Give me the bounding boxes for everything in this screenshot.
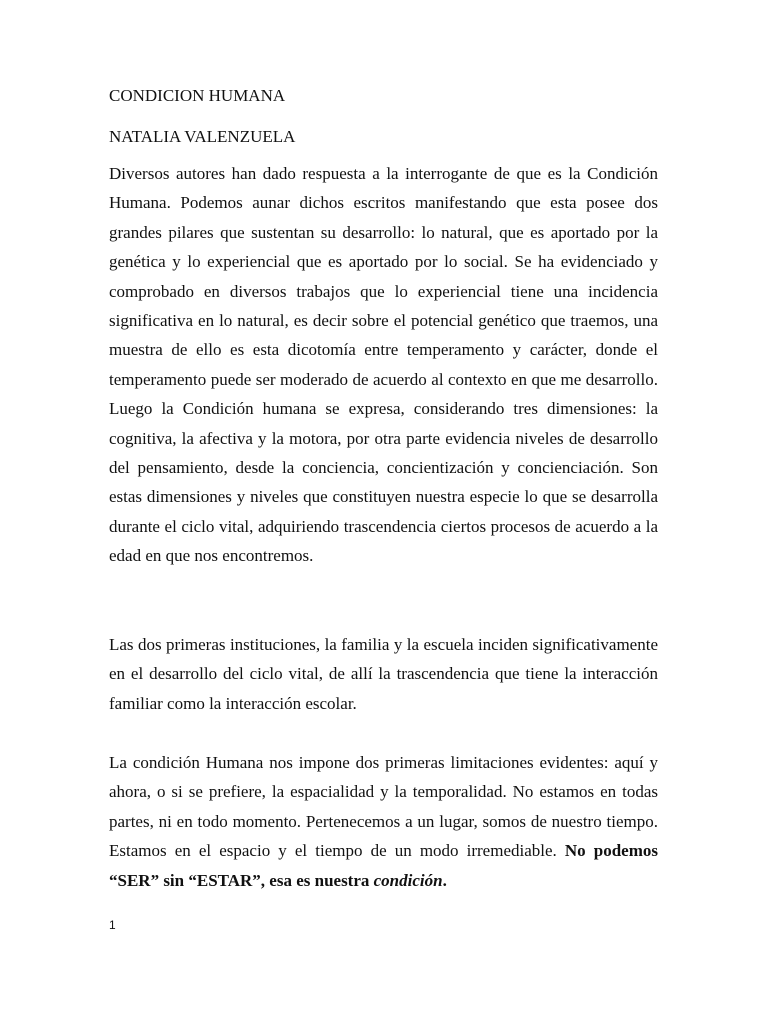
- document-author: NATALIA VALENZUELA: [109, 127, 296, 146]
- paragraph-3-period: .: [442, 870, 447, 890]
- paragraph-3-text: La condición Humana nos impone dos primeras limitaciones evidentes: aquí y ahora, o si se prefiere, la espacialidad y la temporalidad. No estamos en todas partes, ni en todo momento. Pertenecemos a un lugar, somos de nuestro tiempo. Estamos en el espacio y el tiempo de un modo irremediable.: [109, 753, 658, 861]
- paragraph-3: [109, 748, 658, 895]
- paragraph-3-bold-statement: No podemos “SER” sin “ESTAR”, esa es nuestra: [109, 841, 658, 890]
- paragraph-3-emphasis: condición: [373, 870, 443, 890]
- paragraph-2: Las dos primeras instituciones, la familia y la escuela inciden significativamente en el desarrollo del ciclo vital, de allí la trascendencia que tiene la interacción familiar como la interacción escolar.: [109, 635, 658, 713]
- document-title: CONDICION HUMANA: [109, 86, 286, 105]
- page-number: 1: [109, 918, 116, 932]
- paragraph-1: Diversos autores han dado respuesta a la interrogante de que es la Condición Humana. Podemos aunar dichos escritos manifestando que esta posee dos grandes pilares que sustentan su desarrollo: lo natural, que es aportado por la genética y lo experiencial que es aportado por lo social. Se ha evidenciado y comprobado en diversos trabajos que lo experiencial tiene una incidencia significativa en lo natural, es decir sobre el potencial genético que traemos, una muestra de ello es esta dicotomía entre temperamento y carácter, donde el temperamento puede ser moderado de acuerdo al contexto en que me desarrollo. Luego la Condición humana se expresa, considerando tres dimensiones: la cognitiva, la afectiva y la motora, por otra parte evidencia niveles de desarrollo del pensamiento, desde la conciencia, concientización y concienciación. Son estas dimensiones y niveles que constituyen nuestra especie lo que se desarrolla durante el ciclo vital, adquiriendo trascendencia ciertos procesos de acuerdo a la edad en que nos encontremos.: [109, 164, 658, 566]
